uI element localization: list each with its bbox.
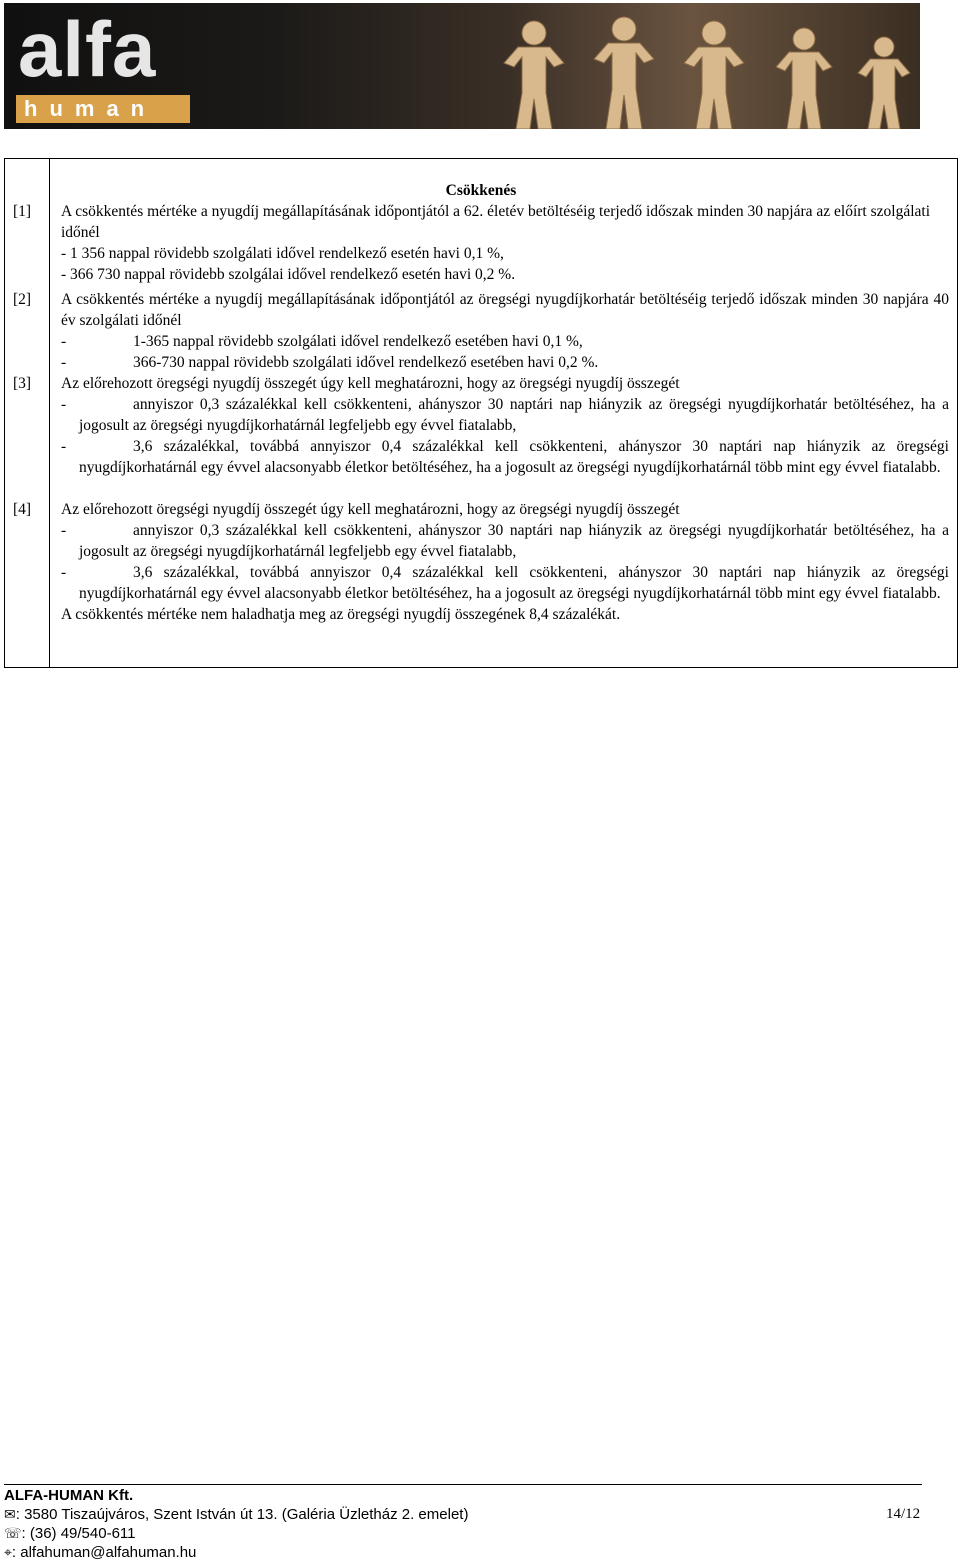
list-item-text: 3,6 százalékkal, továbbá annyiszor 0,4 százalékkal kell csökkenteni, ahányszor 30 naptári nap hiányzik az öregségi nyugdíjkorhatárnál egy évvel alacsonyabb életkor betöltéséhez, ha a jogosult az öregségi nyugdíjkorhatárnál több mint egy évvel fiatalabb. [79, 438, 949, 476]
list-item-text: 1-365 nappal rövidebb szolgálati idővel rendelkező esetében havi 0,1 %, [133, 333, 583, 350]
footer-email-text: : alfahuman@alfahuman.hu [11, 1544, 197, 1561]
logo-subtitle: human [24, 96, 157, 121]
row-content [61, 373, 949, 478]
footer-phone-text: : (36) 49/540-611 [21, 1525, 136, 1542]
list-item-text: annyiszor 0,3 százalékkal kell csökkenteni, ahányszor 30 naptári nap hiányzik az öregségi nyugdíjkorhatár betöltéséhez, ha a jogosult az öregségi nyugdíjkorhatárnál legfeljebb egy évvel fiatalabb, [79, 396, 949, 434]
paper-figure [776, 28, 832, 129]
list-item: - annyiszor 0,3 százalékkal kell csökkenteni, ahányszor 30 naptári nap hiányzik az öregségi nyugdíjkorhatár betöltéséhez, ha a jogosult az öregségi nyugdíjkorhatárnál legfeljebb egy évvel fiatalabb, [61, 522, 949, 560]
footer-phone [4, 1524, 135, 1544]
paper-figure [594, 17, 654, 129]
footer-email [4, 1543, 196, 1563]
list-item: - 1-365 nappal rövidebb szolgálati idővel rendelkező esetében havi 0,1 %, [61, 331, 949, 352]
row-text: Az előrehozott öregségi nyugdíj összegét úgy kell meghatározni, hogy az öregségi nyugdíj összegét [61, 375, 680, 392]
list-item-text: 3,6 százalékkal, továbbá annyiszor 0,4 százalékkal kell csökkenteni, ahányszor 30 naptári nap hiányzik az öregségi nyugdíjkorhatárnál egy évvel alacsonyabb életkor betöltéséhez, ha a jogosult az öregségi nyugdíjkorhatárnál több mint egy évvel fiatalabb. [79, 564, 949, 602]
header-banner [4, 3, 920, 129]
list-item: - 3,6 százalékkal, továbbá annyiszor 0,4 százalékkal kell csökkenteni, ahányszor 30 naptári nap hiányzik az öregségi nyugdíjkorhatárnál egy évvel alacsonyabb életkor betöltéséhez, ha a jogosult az öregségi nyugdíjkorhatárnál több mint egy évvel fiatalabb. [61, 438, 949, 476]
paper-figure [684, 21, 744, 129]
footer-divider [4, 1484, 922, 1485]
column-divider [49, 159, 50, 667]
logo-subtitle-bar [16, 95, 190, 123]
list-item: - annyiszor 0,3 százalékkal kell csökkenteni, ahányszor 30 naptári nap hiányzik az öregségi nyugdíjkorhatár betöltéséhez, ha a jogosult az öregségi nyugdíjkorhatárnál legfeljebb egy évvel fiatalabb, [61, 396, 949, 434]
paper-figure [858, 37, 910, 129]
reduction-table [4, 158, 958, 668]
row-content [61, 201, 949, 285]
logo-text: alfa [18, 5, 157, 93]
row-content [61, 499, 949, 625]
row-number: [3] [13, 375, 32, 392]
row-text: - 1 356 nappal rövidebb szolgálati idővel rendelkező esetén havi 0,1 %, [61, 245, 504, 262]
list-item: - 366-730 nappal rövidebb szolgálati idővel rendelkező esetében havi 0,2 %. [61, 352, 949, 373]
paper-figure [504, 21, 564, 129]
row-number: [4] [13, 501, 32, 518]
row-number: [1] [13, 203, 32, 220]
mouse-icon: ⌖ [4, 1545, 12, 1561]
footer-address-text: : 3580 Tiszaújváros, Szent István út 13. (Galéria Üzletház 2. emelet) [15, 1506, 469, 1523]
row-text: A csökkentés mértéke nem haladhatja meg az öregségi nyugdíj összegének 8,4 százalékát. [61, 606, 621, 623]
row-content [61, 289, 949, 373]
row-text: Az előrehozott öregségi nyugdíj összegét úgy kell meghatározni, hogy az öregségi nyugdíj összegét [61, 501, 680, 518]
table-title: Csökkenés [445, 182, 517, 199]
footer-address [4, 1505, 468, 1525]
envelope-icon: ✉ [4, 1507, 16, 1523]
row-text: A csökkentés mértéke a nyugdíj megállapításának időpontjától a 62. életév betöltéséig terjedő időszak minden 30 napjára az előírt szolgálati időnél [61, 203, 931, 241]
list-item: - 3,6 százalékkal, továbbá annyiszor 0,4 százalékkal kell csökkenteni, ahányszor 30 naptári nap hiányzik az öregségi nyugdíjkorhatárnál egy évvel alacsonyabb életkor betöltéséhez, ha a jogosult az öregségi nyugdíjkorhatárnál több mint egy évvel fiatalabb. [61, 564, 949, 602]
list-item-text: annyiszor 0,3 százalékkal kell csökkenteni, ahányszor 30 naptári nap hiányzik az öregségi nyugdíjkorhatár betöltéséhez, ha a jogosult az öregségi nyugdíjkorhatárnál legfeljebb egy évvel fiatalabb, [79, 522, 949, 560]
row-number: [2] [13, 291, 32, 308]
paper-people-chain-image [474, 3, 920, 129]
phone-icon: ☏ [4, 1526, 22, 1542]
row-text: - 366 730 nappal rövidebb szolgálai idővel rendelkező esetén havi 0,2 %. [61, 266, 516, 283]
list-item-text: 366-730 nappal rövidebb szolgálati idővel rendelkező esetében havi 0,2 %. [133, 354, 599, 371]
row-text: A csökkentés mértéke a nyugdíj megállapításának időpontjától az öregségi nyugdíjkorhatár betöltéséig terjedő időszak minden 30 napjára 40 év szolgálati időnél [61, 291, 949, 329]
page-number: 14/12 [886, 1506, 921, 1522]
footer-company: ALFA-HUMAN Kft. [4, 1487, 134, 1504]
